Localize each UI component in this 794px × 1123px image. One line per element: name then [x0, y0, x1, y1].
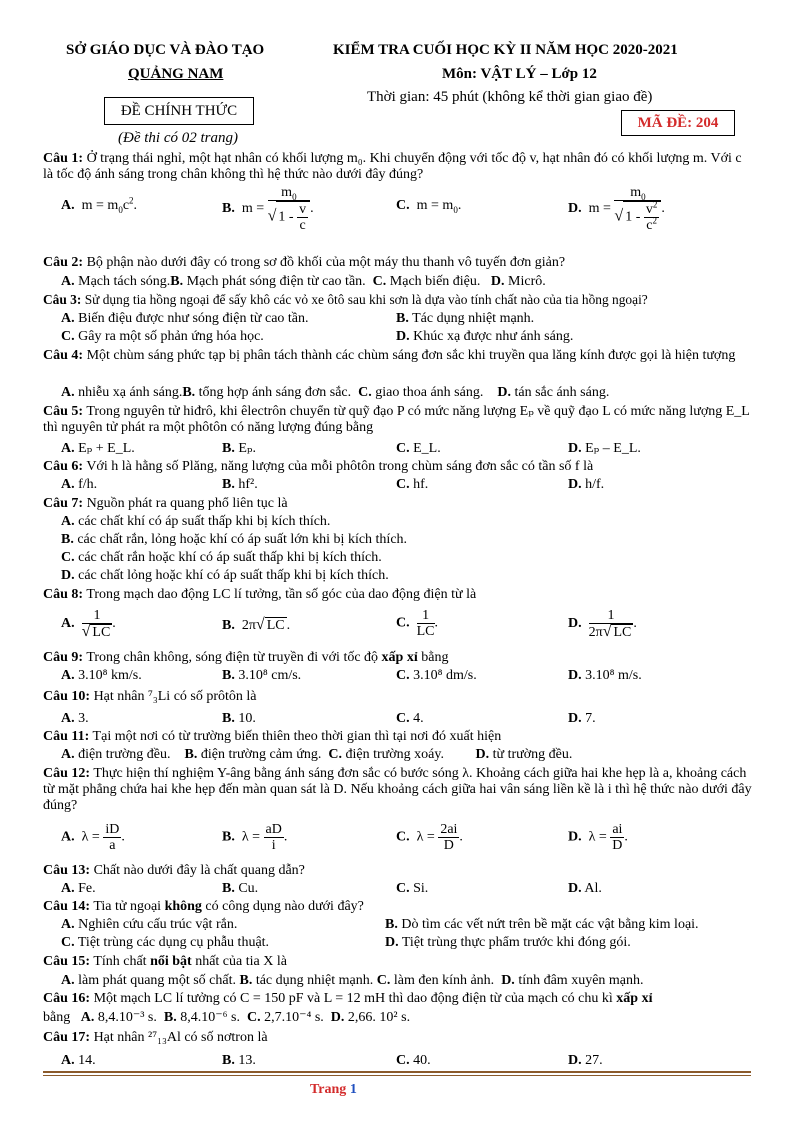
q14-option-d: D. Tiệt trùng thực phẩm trước khi đóng gói. [385, 935, 631, 950]
q9-option-b: B. 3.10⁸ cm/s. [222, 668, 302, 683]
q17-option-b: B. 13. [222, 1053, 256, 1068]
question-number: Câu 1: [43, 151, 84, 166]
q1-option-d: D. m = $m_0$ √ 1 - $\frac{v^2}{c^2}$ . [568, 185, 665, 233]
subject-line: Môn: VẬT LÝ – Lớp 12 [442, 66, 597, 82]
q7-option-c: C. các chất rắn hoặc khí có áp suất thấp khi bị kích thích. [61, 550, 382, 565]
department-name: SỞ GIÁO DỤC VÀ ĐÀO TẠO [66, 42, 265, 58]
q5-option-a: A. Eₚ + E_L. [61, 441, 135, 456]
q9-option-d: D. 3.10⁸ m/s. [568, 668, 642, 683]
question-5: Câu 5: Trong nguyên tử hiđrô, khi êlectrôn chuyển từ quỹ đạo P có mức năng lượng Eₚ về quỹ đạo L có mức năng lượng E_L thì nguyên tử phát ra một phôtôn có năng lượng đúng bằng [43, 404, 750, 435]
question-13: Câu 13: Chất nào dưới đây là chất quang dẫn? [43, 863, 305, 878]
question-11: Câu 11: Tại một nơi có từ trường biến thiên theo thời gian thì tại nơi đó xuất hiện [43, 729, 502, 744]
q14-option-c: C. Tiệt trùng các dụng cụ phẫu thuật. [61, 935, 270, 950]
q10-option-c: C. 4. [396, 711, 424, 726]
pages-note: (Đề thi có 02 trang) [118, 130, 238, 146]
province-name: QUẢNG NAM [128, 66, 224, 82]
q6-option-c: C. hf. [396, 477, 429, 492]
q5-option-b: B. Eₚ. [222, 441, 256, 456]
question-12: Câu 12: Thực hiện thí nghiệm Y-âng bằng ánh sáng đơn sắc có bước sóng λ. Khoảng cách giữa hai khe hẹp là a, khoảng cách từ mặt phẳng chứa hai khe hẹp đến màn quan sát là D. Nếu khoảng cách giữa hai vân sáng liền kề là i thì hệ thức nào dưới đây đúng? [43, 766, 752, 813]
q5-option-d: D. Eₚ – E_L. [568, 441, 641, 456]
q17-option-d: D. 27. [568, 1053, 603, 1068]
q1-option-a: A. $m = m_0c^2$. [61, 195, 138, 215]
q2-options: A. Mạch tách sóng.B. Mạch phát sóng điện từ cao tần. C. Mạch biến điệu. D. Micrô. [61, 274, 546, 289]
q13-option-a: A. Fe. [61, 881, 96, 896]
exam-title: KIỂM TRA CUỐI HỌC KỲ II NĂM HỌC 2020-2021 [333, 42, 678, 58]
q15-options: A. làm phát quang một số chất. B. tác dụng nhiệt mạnh. C. làm đen kính ảnh. D. tính đâm xuyên mạnh. [61, 973, 644, 988]
question-7: Câu 7: Nguồn phát ra quang phổ liên tục là [43, 496, 288, 511]
q13-option-c: C. Si. [396, 881, 429, 896]
q13-option-b: B. Cu. [222, 881, 259, 896]
q6-option-a: A. f/h. [61, 477, 98, 492]
question-17: Câu 17: Hạt nhân ²⁷₁₃Al có số nơtron là [43, 1030, 268, 1045]
q8-option-d: D. $\frac{1}{2\pi√ LC}$ . [568, 608, 637, 640]
q10-option-b: B. 10. [222, 711, 256, 726]
q10-option-a: A. 3. [61, 711, 89, 726]
question-2: Câu 2: Bộ phận nào dưới đây có trong sơ đồ khối của một máy thu thanh vô tuyến đơn giản? [43, 255, 566, 270]
q7-option-d: D. các chất lỏng hoặc khí có áp suất thấp khi bị kích thích. [61, 568, 389, 583]
question-14: Câu 14: Tia tử ngoại không có công dụng nào dưới đây? [43, 899, 364, 914]
q5-option-c: C. E_L. [396, 441, 441, 456]
footer-divider-thin [43, 1075, 751, 1076]
q7-option-a: A. các chất khí có áp suất thấp khi bị kích thích. [61, 514, 331, 529]
question-16: Câu 16: Một mạch LC lí tưởng có C = 150 pF và L = 12 mH thì dao động điện từ của mạch có chu kì xấp xỉ [43, 991, 653, 1006]
time-line: Thời gian: 45 phút (không kể thời gian giao đề) [367, 89, 653, 105]
page-number: Trang 1 [310, 1082, 357, 1097]
q6-option-d: D. h/f. [568, 477, 605, 492]
q9-option-c: C. 3.10⁸ dm/s. [396, 668, 477, 683]
q3-option-c: C. Gây ra một số phản ứng hóa học. [61, 329, 264, 344]
q6-option-b: B. hf². [222, 477, 258, 492]
q9-option-a: A. 3.10⁸ km/s. [61, 668, 142, 683]
q12-option-a: A. λ = $\frac{iD}{a}$ . [61, 822, 125, 853]
q3-option-d: D. Khúc xạ được như ánh sáng. [396, 329, 574, 344]
q17-option-a: A. 14. [61, 1053, 96, 1068]
q8-option-a: A. $\frac{1}{√ LC}$ . [61, 608, 116, 640]
q3-option-a: A. Biến điệu được như sóng điện từ cao tần. [61, 311, 309, 326]
exam-code: MÃ ĐỀ: 204 [621, 110, 735, 136]
q1-option-c: C. $m = m_0$. [396, 198, 462, 215]
q16-options: bằng A. 8,4.10⁻³ s. B. 8,4.10⁻⁶ s. C. 2,7.10⁻⁴ s. D. 2,66. 10² s. [43, 1010, 411, 1025]
q1-option-b: B. m = $m_0$ √ 1 - $\frac{v}{c}$ . [222, 185, 314, 233]
question-15: Câu 15: Tính chất nổi bật nhất của tia X là [43, 954, 287, 969]
q7-option-b: B. các chất rắn, lỏng hoặc khí có áp suất lớn khi bị kích thích. [61, 532, 408, 547]
question-text: Ở trạng thái nghỉ, một hạt nhân có khối lượng m₀. Khi chuyển động với tốc độ v, hạt nhân đó có khối lượng m. Với c là tốc độ ánh sáng trong chân không thì hệ thức nào dưới đây đúng? [43, 151, 742, 182]
q17-option-c: C. 40. [396, 1053, 431, 1068]
q11-options: A. điện trường đều. B. điện trường cảm ứng. C. điện trường xoáy. D. từ trường đều. [61, 747, 573, 762]
question-9: Câu 9: Trong chân không, sóng điện từ truyền đi với tốc độ xấp xỉ bằng [43, 650, 449, 665]
question-6: Câu 6: Với h là hằng số Plăng, năng lượng của mỗi phôtôn trong chùm sáng đơn sắc có tần số f là [43, 459, 594, 474]
question-10: Câu 10: Hạt nhân ⁷₃Li có số prôtôn là [43, 689, 257, 704]
question-3: Câu 3: Sử dụng tia hồng ngoại để sấy khô các vỏ xe ôtô sau khi sơn là dựa vào tính chất nào của tia hồng ngoại? [43, 292, 648, 307]
official-badge: ĐỀ CHÍNH THỨC [104, 97, 254, 125]
q8-option-b: B. 2π√ LC . [222, 616, 291, 633]
q8-option-c: C. $\frac{1}{LC}$ . [396, 608, 439, 639]
q12-option-c: C. λ = $\frac{2ai}{D}$ . [396, 822, 463, 853]
question-1 [43, 151, 753, 183]
q3-option-b: B. Tác dụng nhiệt mạnh. [396, 311, 535, 326]
footer-divider [43, 1071, 751, 1073]
q4-options: A. nhiễu xạ ánh sáng.B. tổng hợp ánh sáng đơn sắc. C. giao thoa ánh sáng. D. tán sắc ánh sáng. [61, 385, 610, 400]
q12-option-d: D. λ = $\frac{ai}{D}$ . [568, 822, 628, 853]
q12-option-b: B. λ = $\frac{aD}{i}$ . [222, 822, 288, 853]
question-4: Câu 4: Một chùm sáng phức tạp bị phân tách thành các chùm sáng đơn sắc khi truyền qua lăng kính được gọi là hiện tượng [43, 348, 736, 363]
q13-option-d: D. Al. [568, 881, 602, 896]
q14-option-b: B. Dò tìm các vết nứt trên bề mặt các vật bằng kim loại. [385, 917, 699, 932]
q10-option-d: D. 7. [568, 711, 596, 726]
q14-option-a: A. Nghiên cứu cấu trúc vật rắn. [61, 917, 238, 932]
question-8: Câu 8: Trong mạch dao động LC lí tưởng, tần số góc của dao động điện từ là [43, 587, 477, 602]
